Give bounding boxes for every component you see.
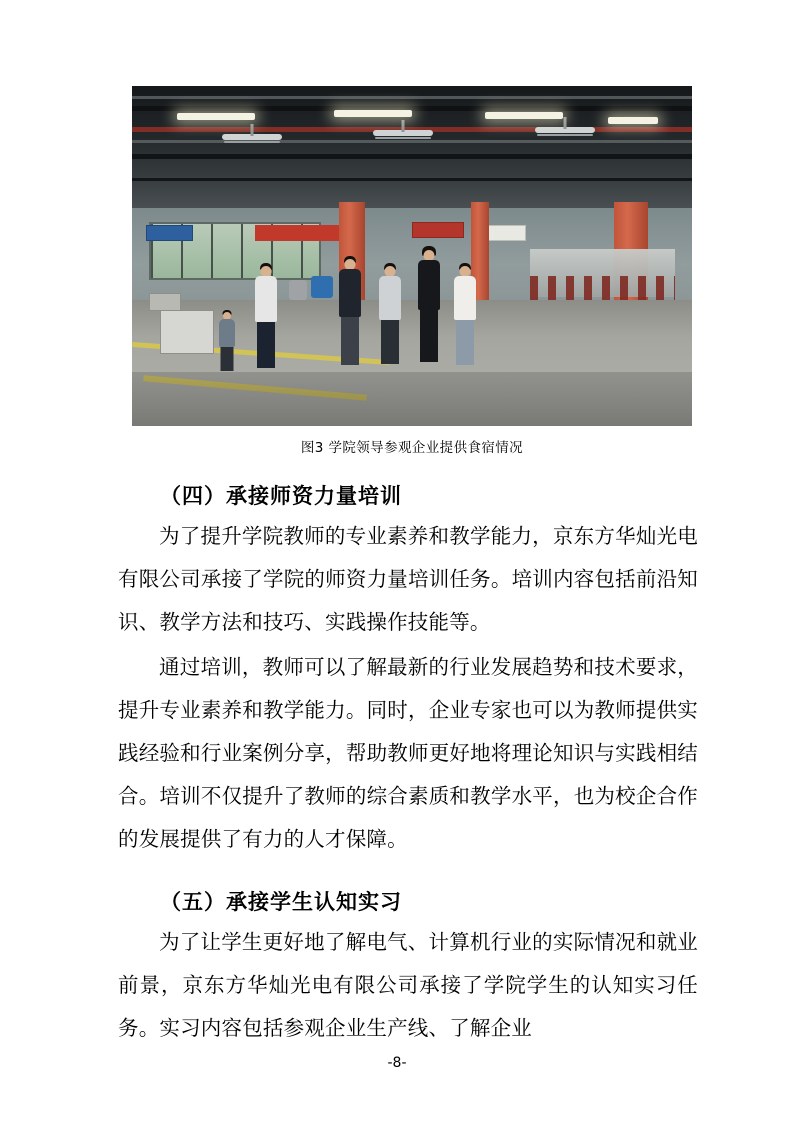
ceiling-fan-icon [373,130,433,136]
ceiling-light [485,112,563,119]
ceiling-beam [132,106,692,111]
paragraph-4-1: 为了提升学院教师的专业素养和教学能力，京东方华灿光电有限公司承接了学院的师资力量培训任务。培训内容包括前沿知识、教学方法和技巧、实践操作技能等。 [118,526,698,634]
section-heading-5: （五）承接学生认知实习 [160,889,402,914]
ceiling-light [334,110,412,117]
floor-shadow [132,372,692,426]
photo-ceiling [132,86,692,215]
paragraph-5-1: 为了让学生更好地了解电气、计算机行业的实际情况和就业前景，京东方华灿光电有限公司承接了学院学生的认知实习任务。实习内容包括参观企业生产线、了解企业 [118,932,698,1040]
blue-barrel [311,276,333,298]
paragraph-4-2: 通过培训，教师可以了解最新的行业发展趋势和技术要求，提升专业素养和教学能力。同时，企业专家也可以为教师提供实践经验和行业案例分享，帮助教师更好地将理论知识与实践相结合。培训不仅提升了教师的综合素质和教学水平，也为校企合作的发展提供了有力的人才保障。 [118,657,698,851]
ceiling-light [177,113,255,120]
figure-block [132,86,692,456]
wall-sign-blue [146,225,193,241]
college-leaders-visiting-photo [132,86,692,426]
ceiling-pipe [132,96,692,99]
section-heading-4: （四）承接师资力量培训 [160,483,402,508]
machine-handle [149,293,181,311]
figure-caption: 图3 学院领导参观企业提供食宿情况 [300,440,524,456]
ceiling-beam [132,178,692,181]
ceiling-pipe [132,140,692,143]
floor-scrubber-machine [160,310,214,354]
page-number: -8- [387,1055,407,1071]
wall-sign-red [412,222,464,238]
ceiling-fan-icon [535,127,595,133]
wall-banner [255,225,345,241]
ceiling-beam [132,154,692,159]
grey-barrel [289,280,307,300]
ceiling-fan-icon [222,134,282,140]
ceiling-light [608,117,658,124]
wall-sign [485,225,526,241]
